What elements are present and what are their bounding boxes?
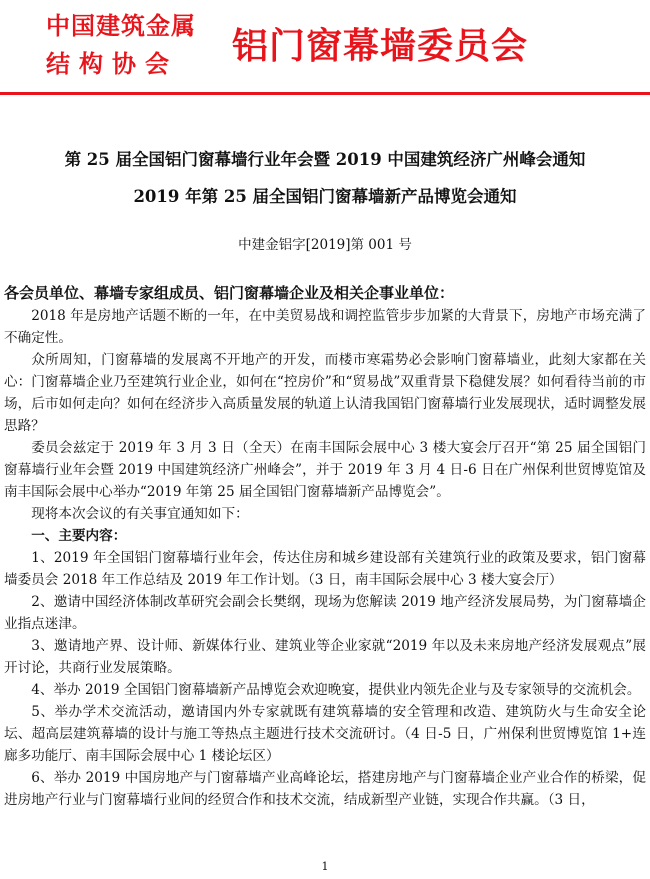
list-item: 1、2019 年全国铝门窗幕墙行业年会，传达住房和城乡建设部有关建筑行业的政策及要求，铝门窗幕墙委员会 2018 年工作总结及 2019 年工作计划。（3 日，南丰国际会展中心 3 楼大宴会厅） [4, 550, 646, 588]
list-item: 2、邀请中国经济体制改革研究会副会长樊纲，现场为您解读 2019 地产经济发展局势，为门窗幕墙企业指点迷津。 [4, 594, 646, 632]
page-number: 1 [321, 860, 329, 873]
paragraph: 2018 年是房地产话题不断的一年，在中美贸易战和调控监管步步加紧的大背景下，房地产市场充满了不确定性。 [4, 308, 646, 346]
list-item: 5、举办学术交流活动，邀请国内外专家就既有建筑幕墙的安全管理和改造、建筑防火与生命安全论坛、超高层建筑幕墙的设计与施工等热点主题进行技术交流研讨。（4 日-5 日，广州保利世贸博览馆 1+连廊多功能厅、南丰国际会展中心 1 楼论坛区） [4, 704, 646, 764]
letterhead-divider [0, 92, 650, 95]
list-item: 3、邀请地产界、设计师、新媒体行业、建筑业等企业家就“2019 年以及未来房地产经济发展观点”展开讨论，共商行业发展策略。 [4, 638, 646, 676]
org-name-line2: 结构协会 [46, 50, 178, 78]
document-number: 中建金铝字[2019]第 001 号 [238, 237, 412, 253]
paragraph: 委员会兹定于 2019 年 3 月 3 日（全天）在南丰国际会展中心 3 楼大宴会厅召开“第 25 届全国铝门窗幕墙行业年会暨 2019 中国建筑经济广州峰会”，并于 2019 年 3 月 4 日-6 日在广州保利世贸博览馆及南丰国际会展中心举办“2019 年第 25 届全国铝门窗幕墙新产品博览会”。 [4, 440, 646, 500]
list-item: 4、举办 2019 全国铝门窗幕墙新产品博览会欢迎晚宴，提供业内领先企业与及专家领导的交流机会。 [31, 682, 641, 698]
notice-title-2: 2019 年第 25 届全国铝门窗幕墙新产品博览会通知 [133, 187, 517, 206]
section-heading: 一、主要内容： [31, 528, 127, 544]
paragraph: 现将本次会议的有关事宜通知如下： [31, 506, 249, 522]
list-item: 6、举办 2019 中国房地产与门窗幕墙产业高峰论坛，搭建房地产与门窗幕墙企业产业合作的桥梁，促进房地产行业与门窗幕墙行业间的经贸合作和技术交流，结成新型产业链，实现合作共赢。（3 日， [4, 770, 646, 808]
paragraph: 众所周知，门窗幕墙的发展离不开地产的开发，而楼市寒霜势必会影响门窗幕墙业，此刻大家都在关心：门窗幕墙企业乃至建筑行业企业，如何在“控房价”和“贸易战”双重背景下稳健发展？如何看待当前的市场，后市如何走向？如何在经济步入高质量发展的轨道上认清我国铝门窗幕墙行业发展现状，适时调整发展思路？ [4, 352, 646, 434]
committee-name: 铝门窗幕墙委员会 [232, 26, 529, 67]
notice-title-1: 第 25 届全国铝门窗幕墙行业年会暨 2019 中国建筑经济广州峰会通知 [64, 150, 586, 169]
salutation: 各会员单位、幕墙专家组成员、铝门窗幕墙企业及相关企事业单位： [4, 284, 455, 302]
org-name-line1: 中国建筑金属 [46, 12, 196, 40]
body-text [4, 305, 646, 811]
